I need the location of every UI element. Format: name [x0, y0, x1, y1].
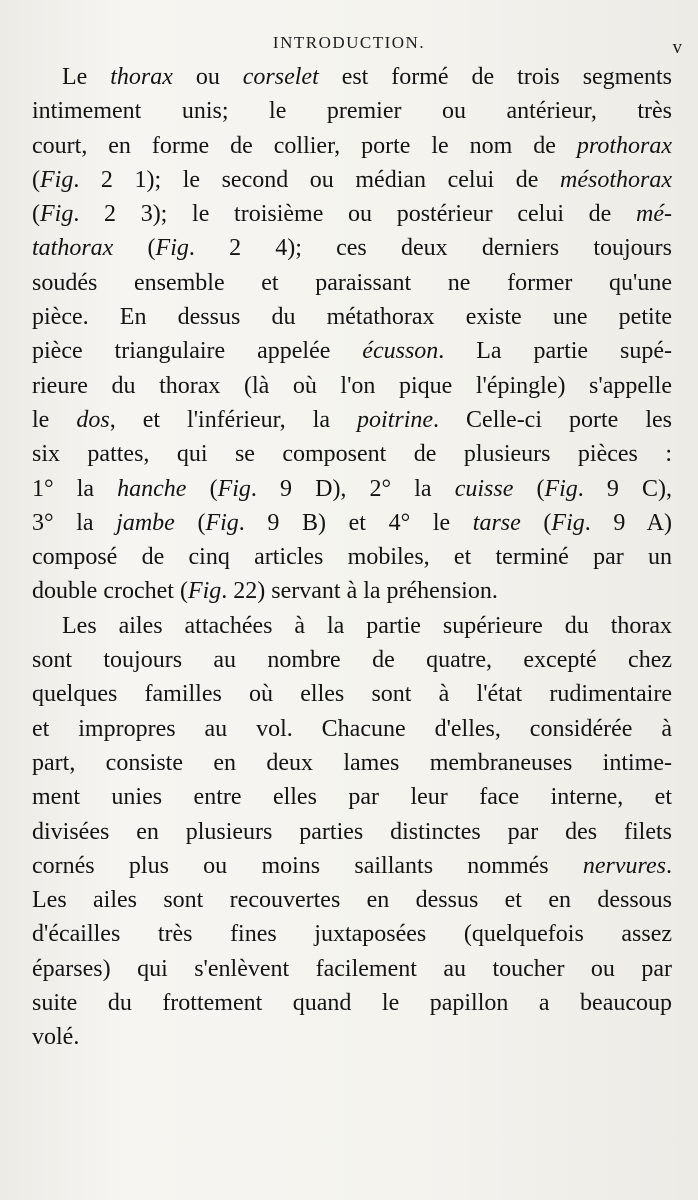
text-line: court, en forme de collier, porte le nom de prothorax	[32, 132, 672, 159]
text-line: (Fig. 2 1); le second ou médian celui de mésothorax	[32, 166, 672, 193]
text-line: double crochet (Fig. 22) servant à la préhension.	[32, 578, 498, 605]
text-line: Le thorax ou corselet est formé de trois segments	[62, 64, 672, 90]
body-text	[32, 60, 672, 1055]
text-line: 1° la hanche (Fig. 9 D), 2° la cuisse (Fig. 9 C),	[32, 475, 672, 502]
text-line: Les ailes sont recouvertes en dessus et en dessous	[32, 887, 672, 914]
page-number: v	[672, 37, 682, 58]
text-line: quelques familles où elles sont à l'état rudimentaire	[32, 681, 672, 708]
text-line: éparses) qui s'enlèvent facilement au toucher ou par	[32, 955, 672, 982]
running-title: INTRODUCTION.	[272, 33, 426, 52]
text-line: (Fig. 2 3); le troisième ou postérieur celui de mé-	[32, 201, 672, 228]
text-line: divisées en plusieurs parties distinctes par des filets	[32, 818, 672, 845]
text-line: pièce triangulaire appelée écusson. La partie supé-	[32, 338, 672, 365]
text-line: part, consiste en deux lames membraneuses intime-	[32, 749, 672, 776]
text-line: tathorax (Fig. 2 4); ces deux derniers toujours	[32, 235, 672, 262]
text-line: Les ailes attachées à la partie supérieure du thorax	[62, 612, 672, 639]
running-head	[0, 31, 698, 57]
text-line: composé de cinq articles mobiles, et terminé par un	[32, 544, 672, 571]
text-line: intimement unis; le premier ou antérieur, très	[32, 98, 672, 125]
text-line: ment unies entre elles par leur face interne, et	[32, 784, 672, 811]
text-line: pièce. En dessus du métathorax existe une petite	[32, 304, 672, 331]
text-line: six pattes, qui se composent de plusieurs pièces :	[32, 441, 672, 468]
text-line: 3° la jambe (Fig. 9 B) et 4° le tarse (Fig. 9 A)	[32, 509, 672, 536]
text-line: suite du frottement quand le papillon a beaucoup	[32, 990, 672, 1017]
text-line: d'écailles très fines juxtaposées (quelquefois assez	[32, 921, 672, 948]
text-line: soudés ensemble et paraissant ne former qu'une	[32, 269, 672, 296]
text-line: et impropres au vol. Chacune d'elles, considérée à	[32, 715, 672, 742]
text-line: volé.	[32, 1024, 80, 1051]
text-line: rieure du thorax (là où l'on pique l'épingle) s'appelle	[32, 372, 672, 399]
text-line: sont toujours au nombre de quatre, excepté chez	[32, 647, 672, 674]
text-line: le dos, et l'inférieur, la poitrine. Celle-ci porte les	[32, 406, 672, 433]
text-line: cornés plus ou moins saillants nommés nervures.	[32, 852, 672, 879]
